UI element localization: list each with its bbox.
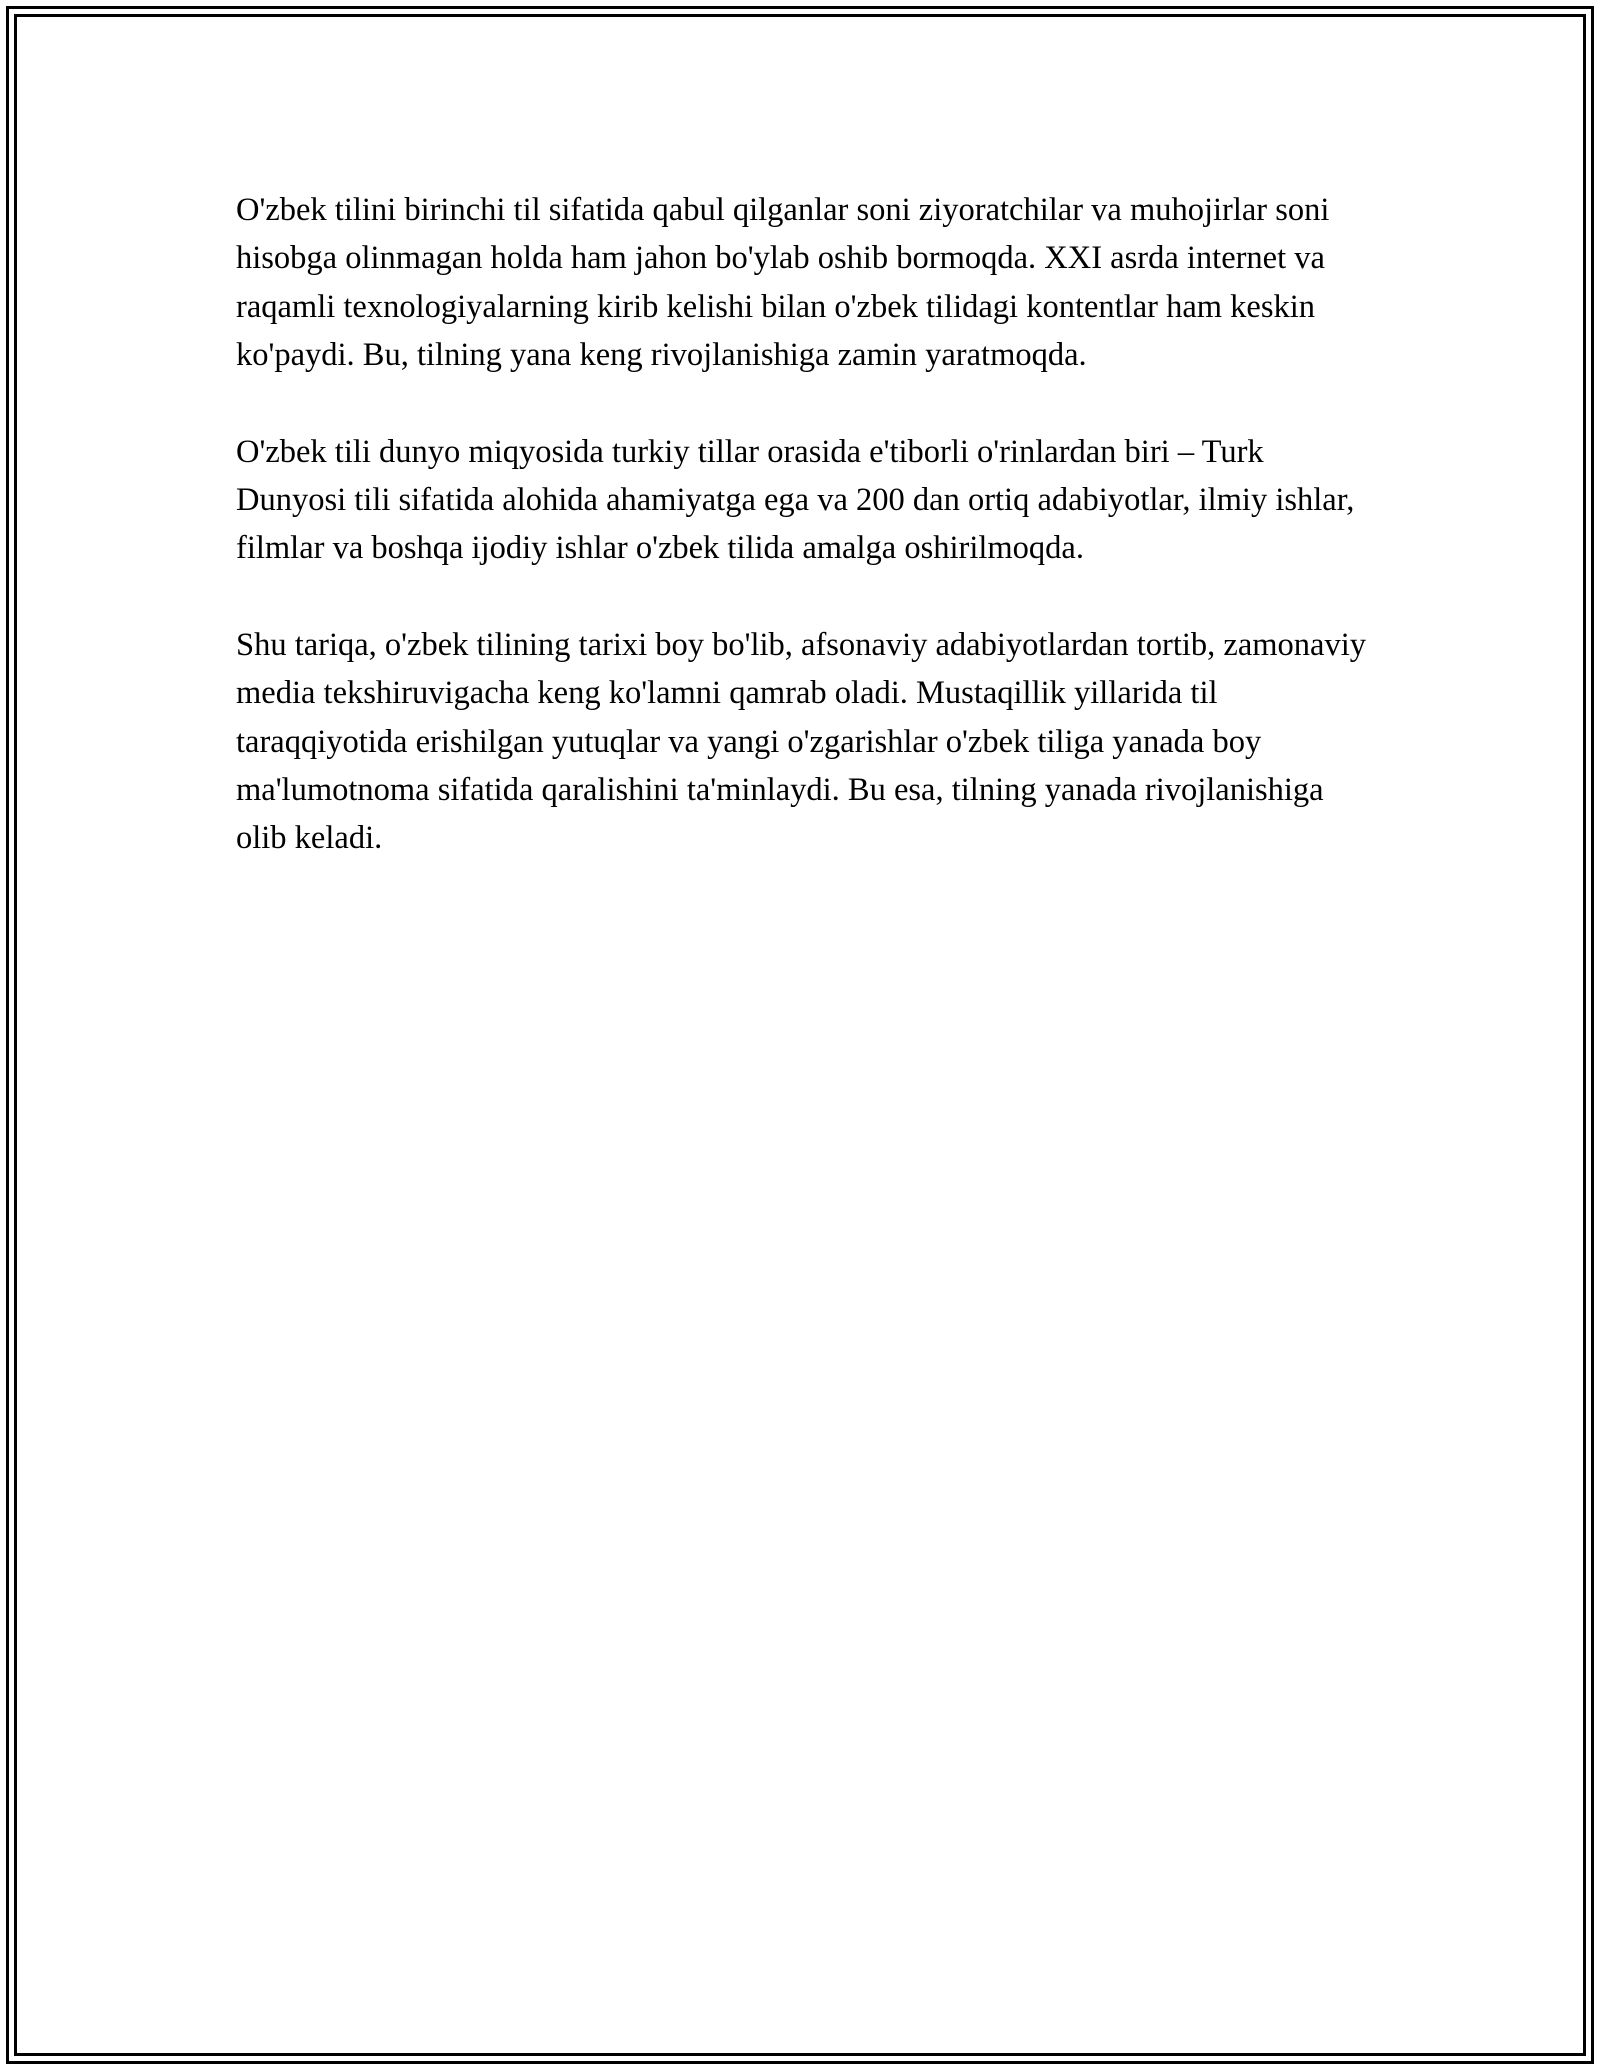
document-body: [236, 186, 1376, 911]
paragraph-2: O'zbek tili dunyo miqyosida turkiy tillar orasida e'tiborli o'rinlardan biri – Turk Dunyosi tili sifatida alohida ahamiyatga ega va 200 dan ortiq adabiyotlar, ilmiy ishlar, filmlar va boshqa ijodiy ishlar o'zbek tilida amalga oshirilmoqda.: [236, 433, 1355, 567]
paragraph-1: O'zbek tilini birinchi til sifatida qabul qilganlar soni ziyoratchilar va muhojirlar soni hisobga olinmagan holda ham jahon bo'ylab oshib bormoqda. XXI asrda internet va raqamli texnologiyalarning kirib kelishi bilan o'zbek tilidagi kontentlar ham keskin ko'paydi. Bu, tilning yana keng rivojlanishiga zamin yaratmoqda.: [236, 192, 1330, 374]
paragraph-3: Shu tariqa, o'zbek tilining tarixi boy bo'lib, afsonaviy adabiyotlardan tortib, zamonaviy media tekshiruvigacha keng ko'lamni qamrab oladi. Mustaqillik yillarida til taraqqiyotida erishilgan yutuqlar va yangi o'zgarishlar o'zbek tiliga yanada boy ma'lumotnoma sifatida qaralishini ta'minlaydi. Bu esa, tilning yanada rivojlanishiga olib keladi.: [236, 626, 1366, 857]
